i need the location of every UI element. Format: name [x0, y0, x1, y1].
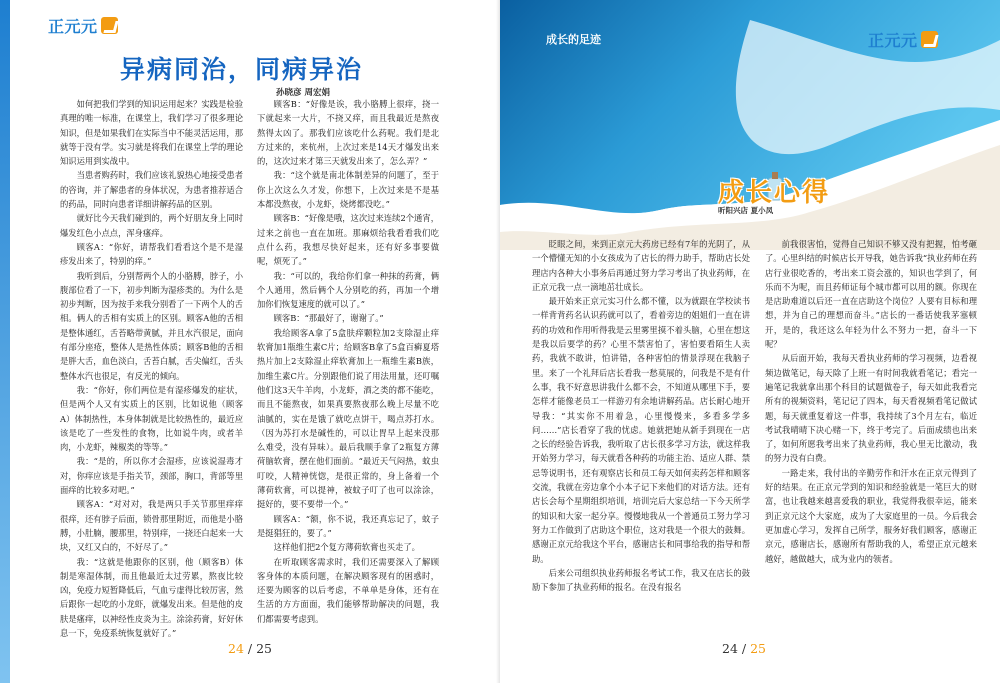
brand-logo-text: 正元元 [48, 17, 98, 36]
brand-logo [48, 14, 118, 37]
paragraph: 顾客B：“好像是哦，这次过来连续2个通宵，过来之前也一直在加班。那麻烦给我看看我们吃点什么药，我想尽快好起来，还有好多事要做呢，烦死了。” [257, 213, 439, 267]
paragraph: 一路走来，我付出的辛勤劳作和汗水在正京元得到了好的结果。在正京元学到的知识和经验就是一笔巨大的财富，也让我越来越喜爱我的职业，我觉得我很幸运，能来到正京元这个大家庭，成为了大家庭里的一员。今后我会更加虚心学习，发挥自己所学，服务好我们顾客，感谢正京元，感谢店长，感谢所有帮助我的人，希望正京元越来越好，越做越大，成为业内的领者。 [765, 467, 977, 564]
paragraph: 我：“这就是他跟你的区别，他（顾客B）体制是寒湿体制，而且他最近太过劳累，熬夜比较凶，免疫力短暂降低后，气血亏虚得比较厉害，然后跟你一起吃的小龙虾，就爆发出来。但是他的皮肤是瘙痒，以神经性皮炎为主。涂涂药膏，好好休息一下，免疫系统恢复就好了。” [60, 556, 243, 638]
paragraph: 在听取顾客需求时，我们还需要深入了解顾客身体的本质问题，在解决顾客现有的困惑时，还要为顾客的以后考虑，不单单是身体，还有在生活的方方面面，我们能够帮助解决的问题，我们都需要考虑到。 [257, 556, 439, 624]
paragraph: 这样他们把2个复方薄荷软膏也买走了。 [273, 542, 420, 553]
page-number-other: 24 [722, 641, 738, 656]
brand-logo-mark-icon [921, 31, 938, 48]
article-title: 异病同治，同病异治 [120, 55, 364, 84]
brand-logo-mark-icon [101, 17, 118, 34]
page-number [228, 641, 272, 656]
paragraph: 如何把我们学到的知识运用起来？实践是检验真理的唯一标准，在课堂上，我们学习了很多理论知识，但是如果我们在实际当中不能灵活运用，那就等于没有学。实习就是将我们在课堂上学的理论知识运用到实战中。 [60, 99, 243, 167]
essay-column-1 [532, 237, 750, 632]
paragraph: 当患者购药时，我们应该礼貌热心地接受患者的咨询，并了解患者的身体状况，为患者推荐适合的药品，同时向患者详细讲解药品的区别。 [60, 170, 243, 210]
page-number-current: 25 [750, 641, 766, 656]
essay-title: 成长心得 [718, 178, 831, 208]
paragraph: 顾客B：“那最好了，谢谢了。” [273, 313, 384, 324]
paragraph: 顾客B：“好像是诶，我小胳膊上很痒，挠一下就起来一大片，不挠又痒，而且我最近是熬夜熬得太凶了。那我们应该吃什么药呢。我们是北方过来的，来杭州，上次过来是14天才爆发出来的，这次过来才第三天就发出来了，怎么弄？” [257, 99, 439, 167]
brand-logo-text: 正元元 [868, 31, 918, 50]
page-number-separator: / [247, 641, 253, 656]
paragraph: 最开始来正京元实习什么都不懂，以为就跟在学校读书一样背背药名认识药就可以了，看着旁边的姐姐们一直在讲药的功效和作用听得我是云里雾里摸不着头脑，心里在想这是我以后要学的药？心里不禁害怕了，害怕要看陌生人卖药，我就不敢讲，怕讲错，各种害怕的情景浮现在我脑子里。来了一个礼拜后店长看我一愁莫展的，问我是不是有什么事，我不好意思讲我什么都不会，不知道从哪里下手，要怎样才能像老员工一样游刃有余地讲解药品。店长耐心地开导我：“其实你不用着急，心里慢慢来，多看多学多问……”店长看穿了我的忧虑。她就把她从新手到现在一店之长的经验告诉我，我听取了店长很多学习方法，就这样我开始努力学习，每天就看各种药的功能主治、适应人群、禁忌等说明书，还有观察店长和员工每天如何卖药怎样和顾客交流，我就在旁边拿个小本子记下来他们的对话方法。还有店长会每个星期组织培训，培训完后大家总结一下今天所学的知识和大家一起分享。慢慢地我从一个普通员工努力学习努力工作做到了店助这个职位，这对我是一个很大的鼓舞。感谢正京元给我这个平台，感谢店长和同事给我的指导和帮助。 [532, 296, 750, 564]
page-number [722, 641, 766, 656]
paragraph: 眨眼之间，来到正京元大药房已经有7年的光阴了，从一个懵懂无知的小女孩成为了店长的得力助手，帮助店长处理店内各种大小事务后再通过努力学习考出了执业药师，在正京元我一点一滴地茁壮成长。 [532, 239, 750, 292]
paragraph: 我：“这个就是南北体制差异的问题了，至于你上次这么久才发，你想下，上次过来是不是基本都没熬夜，小龙虾，烧烤都没吃。” [257, 170, 439, 210]
page-number-other: 25 [256, 641, 272, 656]
paragraph: 顾客A：“对对对，我是两只手关节那里痒痒很痒，还有脖子后面，锁骨那里附近，而他是小胳膊，小肚腩，腰那里，特别痒，一挠还白起来一大块，又红又白的，不好尽了。” [60, 499, 243, 553]
paragraph: 我：“可以的，我给你们拿一种抹的药膏，俩个人通用，然后俩个人分别吃的药，再加一个增加你们恢复速度的就可以了。” [257, 270, 439, 310]
article-column-1 [60, 97, 243, 638]
paragraph: 就好比今天我们碰到的，两个好朋友身上同时爆发红色小点点，浑身瘙痒。 [60, 213, 243, 238]
paragraph: 从后面开始，我每天看执业药师的学习视频，边看视频边做笔记，每天除了上班一有时间我就看笔记；看完一遍笔记我就拿出那个科目的试题做卷子，每天如此我看完所有的视频资料，笔记记了四本，每天看视频看笔记做试题，每天就重复着这一件事，我持续了3个月左右，临近考试我晴晴下决心赌一下，终于考完了。后面成绩也出来了，如何所愿我考出来了执业药师，我心里无比激动，我的努力没有白费。 [765, 353, 977, 464]
paragraph: 我：“你好，你们两位是有湿疹爆发的症状，但是两个人又有实质上的区别，比如说他（顾客A）体制热性，本身体制就是比较热性的，最近应该是吃了一些发性的食物，比如说牛肉，或者羊肉，小龙虾，辣椒类的等等。” [60, 384, 243, 453]
paragraph: 前我很害怕，觉得自己知识不够又没有把握，怕考砸了。心里纠结的时候店长开导我，她告诉我“执业药师在药店行业很吃香的，考出来工资会涨的，知识也学到了，何乐而不为呢，而且药师证每个城市都可以用的额。你现在是店助难道以后还一直在店助这个岗位？人要有目标和理想，并为自己的理想而奋斗。”店长的一番话使我茅塞顿开，是的，我还这么年轻为什么不努力一把，奋斗一下呢？ [765, 239, 977, 350]
right-page [500, 0, 1000, 683]
brand-logo [868, 28, 938, 51]
paragraph: 顾客A：“你好，请帮我们看看这个是不是湿疹发出来了，特别的痒。” [60, 241, 243, 267]
paragraph: 顾客A：“额，你不说，我还真忘记了，蚊子是挺猖狂的，要了。” [257, 513, 439, 538]
blue-edge-stripe [0, 0, 10, 683]
page-number-separator: / [741, 641, 747, 656]
page-number-current: 24 [228, 641, 244, 656]
article-byline: 孙晓彦 周宏娟 [276, 88, 330, 98]
article-column-2 [257, 97, 439, 632]
paragraph: 后来公司组织执业药师报名考试工作，我又在店长的鼓励下参加了执业药师的报名。在没有报名 [532, 567, 750, 593]
paragraph: 我听到后，分别帮两个人的小胳膊，脖子，小腹部位看了一下，初步判断为湿疹类的。为什么是初步判断，因为按手来我分别看了一下两个人的舌相。俩人的舌相有实质上的区别。顾客A他的舌相是整体通红，舌苔略带黄腻，并且水汽很足，面向有部分座疮，整体人是热性体质；顾客B他的舌相是胖大舌，血色淡白，舌苔白腻，舌尖偏红，舌头整体水汽也很足，有反光的倾向。 [60, 270, 243, 381]
essay-column-2 [765, 237, 977, 632]
essay-byline: 听阳兴店 夏小凤 [718, 206, 774, 215]
paragraph: 我：“是的，所以你才会湿疹，应该说湿毒才对，你痒应该是手指关节，颈部，胸口，背部等里面痒的比较多对吧。” [60, 456, 243, 496]
paragraph: 我给顾客A拿了5盒肤痒颗粒加2支除湿止痒软膏加1瓶维生素C片；给顾客B拿了5盒百癣夏塔热片加上2支除湿止痒软膏加上一瓶维生素B族，加维生素C片。分别跟他们说了用法用量，还叮嘱他们这3天牛羊肉，小龙虾，酒之类的都不能吃，而且不能熬夜，如果真要熬夜那么晚上尽量不吃油腻的，实在是饿了就吃点饼干，喝点苏打水。（因为苏打水是碱性的，可以让胃早上起来没那么难受，没有异味）。最后我顺手拿了2瓶复方薄荷脑软膏，摆在他们面前。“最近天气闷热，蚊虫叮咬，人精神恍惚，是很正常的，身上备着一个薄荷软膏，可以提神，被蚊子叮了也可以涂涂，挺好的，要不要带一个。” [257, 327, 439, 510]
section-tag: 成长的足迹 [546, 33, 601, 46]
